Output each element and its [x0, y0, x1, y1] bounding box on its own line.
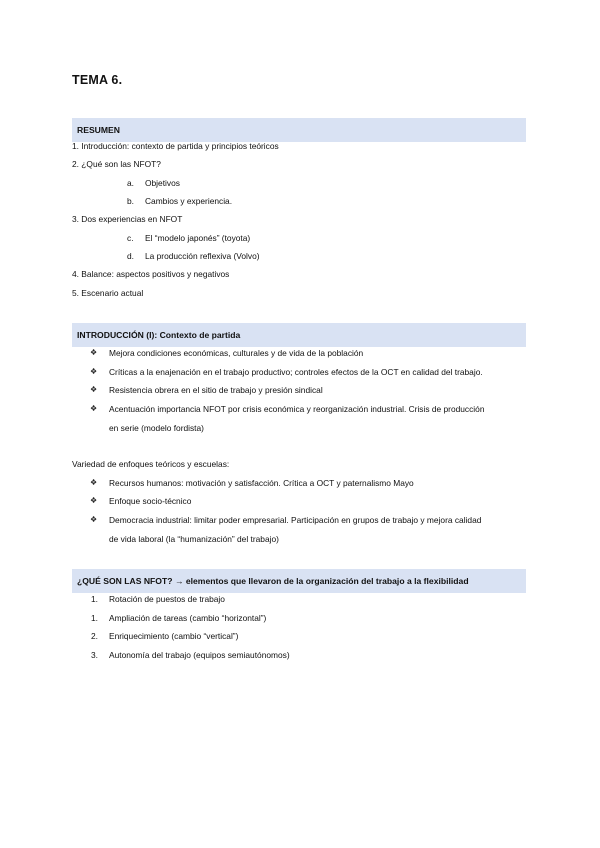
intro-bullet: Mejora condiciones económicas, culturales y de vida de la población: [109, 348, 364, 358]
intro-bullet: Acentuación importancia NFOT por crisis económica y reorganización industrial. Crisis de producción: [109, 404, 485, 414]
nfot-item: Autonomía del trabajo (equipos semiautónomos): [109, 650, 290, 660]
variety-bullet: Enfoque socio-técnico: [109, 496, 192, 506]
resumen-item: 4. Balance: aspectos positivos y negativos: [72, 269, 230, 279]
intro-header: INTRODUCCIÓN (I): Contexto de partida: [72, 323, 526, 347]
resumen-item: 3. Dos experiencias en NFOT: [72, 214, 183, 224]
resumen-sub-item: La producción reflexiva (Volvo): [145, 251, 260, 261]
intro-bullet-continuation: en serie (modelo fordista): [109, 423, 204, 433]
nfot-item: Enriquecimiento (cambio “vertical”): [109, 631, 239, 641]
resumen-sub-marker: c.: [127, 233, 134, 243]
nfot-item-number: 2.: [91, 631, 98, 641]
nfot-header: ¿QUÉ SON LAS NFOT? → elementos que llevaron de la organización del trabajo a la flexibilidad: [72, 569, 526, 593]
page-title: TEMA 6.: [72, 73, 123, 87]
variety-bullet: Democracia industrial: limitar poder empresarial. Participación en grupos de trabajo y mejora calidad: [109, 515, 482, 525]
resumen-item: 1. Introducción: contexto de partida y principios teóricos: [72, 141, 279, 151]
resumen-item: 2. ¿Qué son las NFOT?: [72, 159, 161, 169]
nfot-item: Rotación de puestos de trabajo: [109, 594, 225, 604]
diamond-bullet-icon: ❖: [90, 367, 98, 376]
variety-label: Variedad de enfoques teóricos y escuelas:: [72, 459, 230, 469]
resumen-sub-item: El “modelo japonés” (toyota): [145, 233, 251, 243]
nfot-item-number: 1.: [91, 594, 98, 604]
resumen-header: RESUMEN: [72, 118, 526, 142]
resumen-sub-item: Objetivos: [145, 178, 180, 188]
intro-bullet: Resistencia obrera en el sitio de trabajo y presión sindical: [109, 385, 323, 395]
intro-bullet: Críticas a la enajenación en el trabajo productivo; controles efectos de la OCT en calidad del trabajo.: [109, 367, 483, 377]
variety-bullet-continuation: de vida laboral (la “humanización” del trabajo): [109, 534, 279, 544]
resumen-sub-marker: a.: [127, 178, 134, 188]
diamond-bullet-icon: ❖: [90, 348, 98, 357]
nfot-item-number: 1.: [91, 613, 98, 623]
nfot-item: Ampliación de tareas (cambio “horizontal”): [109, 613, 267, 623]
resumen-sub-item: Cambios y experiencia.: [145, 196, 233, 206]
variety-bullet: Recursos humanos: motivación y satisfacción. Crítica a OCT y paternalismo Mayo: [109, 478, 414, 488]
diamond-bullet-icon: ❖: [90, 496, 98, 505]
diamond-bullet-icon: ❖: [90, 515, 98, 524]
diamond-bullet-icon: ❖: [90, 478, 98, 487]
diamond-bullet-icon: ❖: [90, 404, 98, 413]
resumen-sub-marker: d.: [127, 251, 134, 261]
diamond-bullet-icon: ❖: [90, 385, 98, 394]
nfot-item-number: 3.: [91, 650, 98, 660]
resumen-sub-marker: b.: [127, 196, 134, 206]
resumen-item: 5. Escenario actual: [72, 288, 144, 298]
